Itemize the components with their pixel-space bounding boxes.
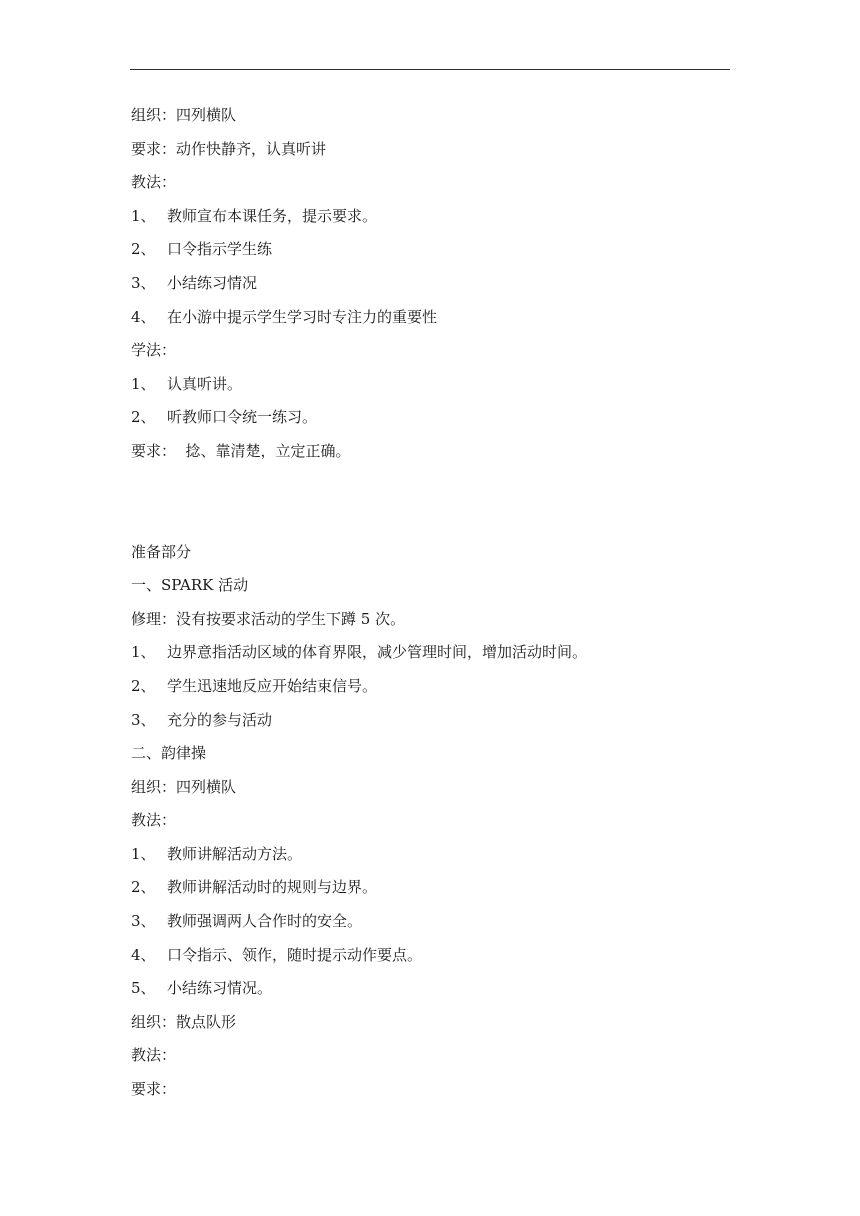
numbered-line (131, 267, 731, 301)
numbered-line (131, 301, 731, 335)
numbered-line (131, 636, 731, 670)
list-number: 2、 (131, 408, 156, 427)
numbered-line (131, 368, 731, 402)
list-number: 4、 (131, 307, 156, 326)
list-text: 学生迅速地反应开始结束信号。 (167, 676, 378, 695)
list-number: 3、 (131, 710, 156, 729)
list-number: 5、 (131, 979, 156, 998)
numbered-line (131, 670, 731, 704)
text-line: 要求：动作快静齐，认真听讲 (131, 139, 327, 158)
list-text: 教师讲解活动时的规则与边界。 (167, 878, 378, 897)
numbered-line (131, 939, 731, 973)
numbered-line (131, 838, 731, 872)
text-line: 修理：没有按要求活动的学生下蹲 5 次。 (131, 609, 406, 628)
list-text: 认真听讲。 (167, 374, 243, 393)
list-number: 1、 (131, 844, 156, 863)
list-number: 3、 (131, 273, 156, 292)
text-line: 教法： (131, 173, 177, 192)
list-text: 小结练习情况 (167, 273, 258, 292)
numbered-line (131, 233, 731, 267)
section-1 (131, 99, 731, 469)
list-number: 1、 (131, 643, 156, 662)
list-number: 2、 (131, 878, 156, 897)
numbered-line (131, 401, 731, 435)
text-line: 教法： (131, 811, 177, 830)
list-text: 边界意指活动区域的体育界限，减少管理时间，增加活动时间。 (167, 643, 588, 662)
list-number: 2、 (131, 676, 156, 695)
header-rule (130, 69, 730, 70)
text-line: 二、韵律操 (131, 744, 207, 763)
text-line: 一、SPARK 活动 (131, 576, 249, 595)
section-spacer (131, 469, 731, 536)
text-line: 教法： (131, 1046, 177, 1065)
list-number: 3、 (131, 912, 156, 931)
numbered-line (131, 905, 731, 939)
numbered-line (131, 871, 731, 905)
text-line: 要求： 捻、靠清楚，立定正确。 (131, 441, 351, 460)
text-line: 组织：散点队形 (131, 1012, 237, 1031)
numbered-line (131, 704, 731, 738)
list-number: 2、 (131, 240, 156, 259)
list-number: 1、 (131, 206, 156, 225)
list-text: 口令指示、领作，随时提示动作要点。 (167, 945, 423, 964)
list-text: 教师宣布本课任务，提示要求。 (167, 206, 378, 225)
list-text: 充分的参与活动 (167, 710, 273, 729)
list-text: 在小游中提示学生学习时专注力的重要性 (167, 307, 438, 326)
numbered-line (131, 972, 731, 1006)
list-text: 听教师口令统一练习。 (167, 408, 318, 427)
list-number: 4、 (131, 945, 156, 964)
text-line: 组织：四列横队 (131, 106, 237, 124)
section-2 (131, 536, 731, 1107)
numbered-line (131, 200, 731, 234)
list-text: 教师讲解活动方法。 (167, 844, 303, 863)
list-number: 1、 (131, 374, 156, 393)
list-text: 口令指示学生练 (167, 240, 273, 259)
list-text: 小结练习情况。 (167, 979, 273, 998)
text-line: 要求： (131, 1080, 177, 1099)
text-line: 学法： (131, 341, 177, 360)
text-line: 组织：四列横队 (131, 777, 237, 796)
document-body (131, 99, 731, 1107)
section-heading: 准备部分 (131, 542, 192, 561)
list-text: 教师强调两人合作时的安全。 (167, 912, 363, 931)
